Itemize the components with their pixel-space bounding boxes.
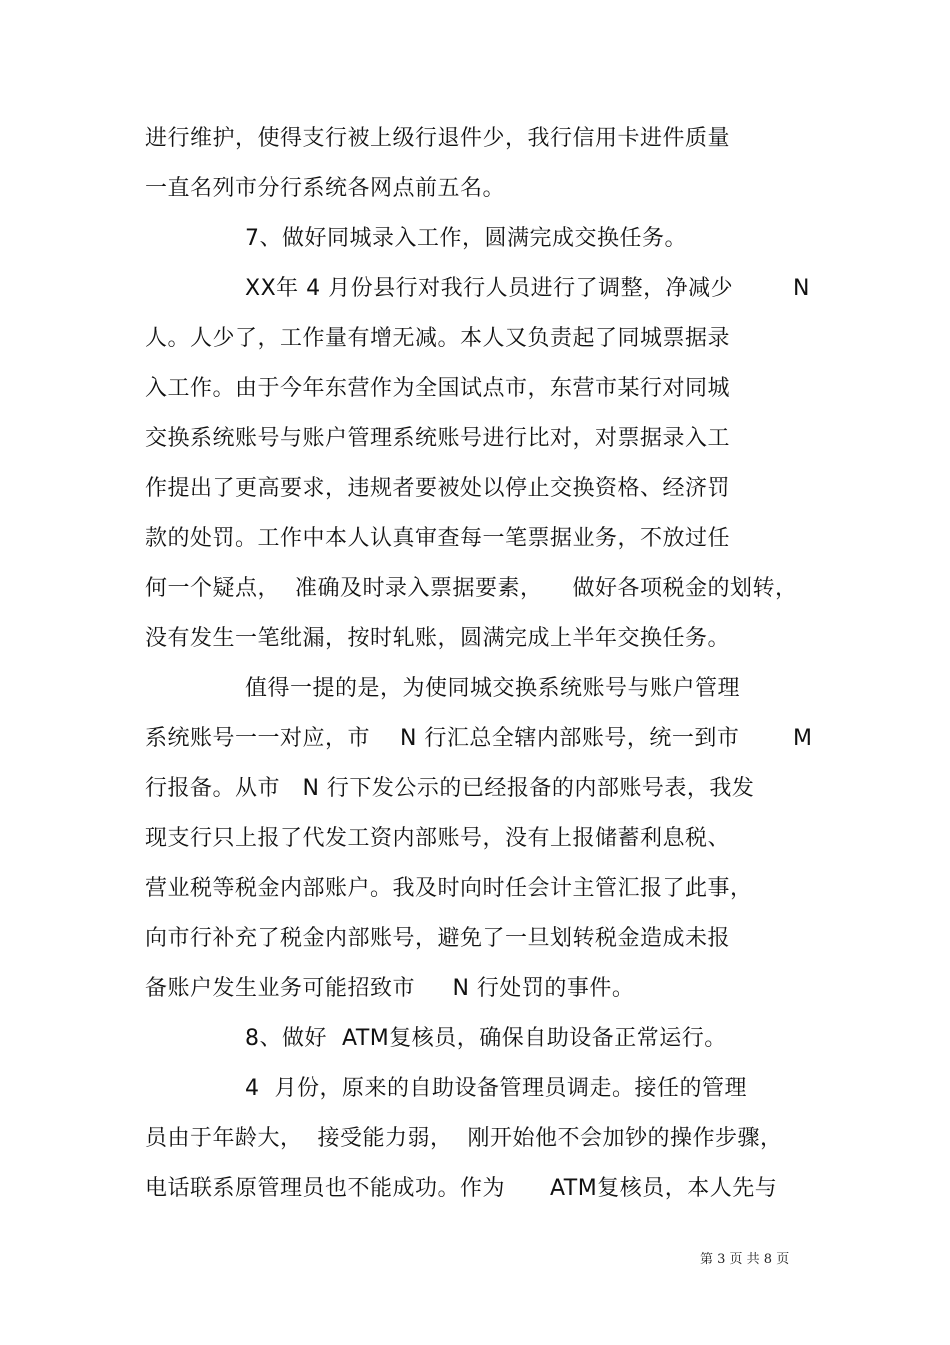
text-line: N [793,276,810,301]
text-line: 人。人少了，工作量有增无减。本人又负责起了同城票据录 [145,326,731,351]
text-line: 电话联系原管理员也不能成功。作为 ATM复核员，本人先与 [145,1176,778,1201]
text-line: 交换系统账号与账户管理系统账号进行比对，对票据录入工 [145,426,731,451]
text-line: 款的处罚。工作中本人认真审查每一笔票据业务，不放过任 [145,526,731,551]
text-line: 营业税等税金内部账户。我及时向时任会计主管汇报了此事， [145,876,753,901]
text-line: 入工作。由于今年东营作为全国试点市，东营市某行对同城 [145,376,731,401]
text-line: 行报备。从市 N 行下发公示的已经报备的内部账号表，我发 [145,776,755,801]
text-line: 7、做好同城录入工作，圆满完成交换任务。 [245,226,687,251]
text-line: 8、做好 ATM复核员，确保自助设备正常运行。 [245,1026,727,1051]
text-line: 作提出了更高要求，违规者要被处以停止交换资格、经济罚 [145,476,731,501]
text-line: 何一个疑点， 准确及时录入票据要素， 做好各项税金的划转， [145,576,798,601]
text-line: M [793,726,813,751]
text-line: XX年 4 月份县行对我行人员进行了调整，净减少 [245,276,734,301]
text-line: 员由于年龄大， 接受能力弱， 刚开始他不会加钞的操作步骤， [145,1126,783,1151]
text-line: 没有发生一笔纰漏，按时轧账，圆满完成上半年交换任务。 [145,626,731,651]
text-line: 值得一提的是，为使同城交换系统账号与账户管理 [245,676,741,701]
text-line: 备账户发生业务可能招致市 N 行处罚的事件。 [145,976,635,1001]
text-line: 一直名列市分行系统各网点前五名。 [145,176,506,201]
text-line: 系统账号一一对应，市 N 行汇总全辖内部账号，统一到市 [145,726,740,751]
text-line: 4 月份，原来的自助设备管理员调走。接任的管理 [245,1076,747,1101]
text-line: 向市行补充了税金内部账号，避免了一旦划转税金造成未报 [145,926,731,951]
text-line: 进行维护，使得支行被上级行退件少，我行信用卡进件质量 [145,126,731,151]
text-line: 现支行只上报了代发工资内部账号，没有上报储蓄利息税、 [145,826,731,851]
page-footer: 第 3 页 共 8 页 [700,1252,790,1267]
